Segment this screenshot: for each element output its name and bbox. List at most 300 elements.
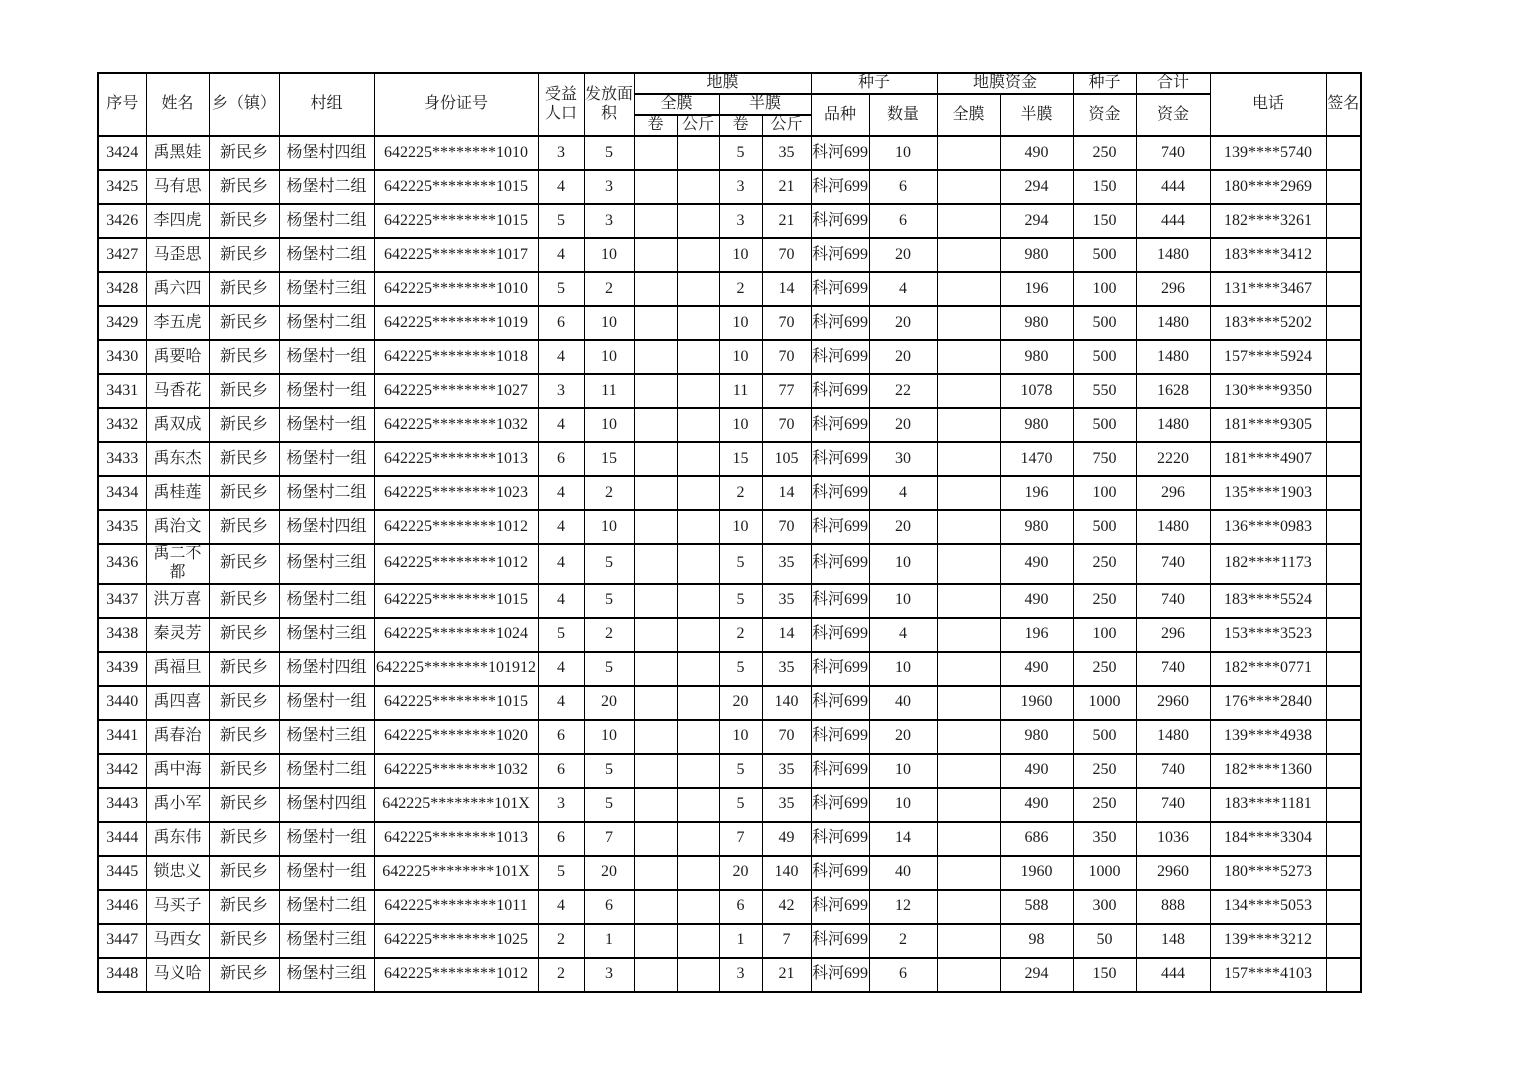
- cell-seed-variety: 科河699: [811, 584, 869, 618]
- cell-seed-quantity: 10: [869, 136, 937, 170]
- cell-signature: [1326, 720, 1361, 754]
- cell-township: 新民乡: [209, 822, 279, 856]
- cell-total-fund: 1480: [1136, 340, 1210, 374]
- header-seed-fund-top: 种子: [1073, 73, 1136, 94]
- cell-village: 杨堡村一组: [279, 686, 374, 720]
- cell-half-film-roll: 2: [719, 272, 762, 306]
- cell-name: 秦灵芳: [146, 618, 209, 652]
- cell-half-film-kg: 70: [762, 238, 811, 272]
- header-township: 乡（镇）: [209, 73, 279, 136]
- cell-signature: [1326, 754, 1361, 788]
- cell-film-fund-half: 98: [1000, 924, 1073, 958]
- table-row: [98, 618, 1361, 652]
- cell-seed-fund: 500: [1073, 408, 1136, 442]
- cell-full-film-kg: [677, 584, 719, 618]
- cell-phone: 183****5202: [1210, 306, 1326, 340]
- cell-township: 新民乡: [209, 958, 279, 992]
- cell-half-film-kg: 35: [762, 788, 811, 822]
- cell-film-fund-full: [937, 652, 1000, 686]
- cell-signature: [1326, 924, 1361, 958]
- cell-issued-area: 7: [584, 822, 634, 856]
- cell-issued-area: 10: [584, 340, 634, 374]
- cell-full-film-roll: [634, 924, 677, 958]
- cell-issued-area: 20: [584, 856, 634, 890]
- table-row: [98, 272, 1361, 306]
- cell-beneficiary-pop: 4: [538, 584, 584, 618]
- cell-seed-fund: 1000: [1073, 686, 1136, 720]
- cell-township: 新民乡: [209, 856, 279, 890]
- cell-seed-variety: 科河699: [811, 686, 869, 720]
- cell-full-film-roll: [634, 686, 677, 720]
- header-name: 姓名: [146, 73, 209, 136]
- cell-signature: [1326, 374, 1361, 408]
- cell-full-film-roll: [634, 754, 677, 788]
- cell-village: 杨堡村一组: [279, 822, 374, 856]
- cell-full-film-roll: [634, 652, 677, 686]
- cell-phone: 134****5053: [1210, 890, 1326, 924]
- cell-half-film-roll: 20: [719, 686, 762, 720]
- cell-half-film-kg: 49: [762, 822, 811, 856]
- cell-township: 新民乡: [209, 340, 279, 374]
- cell-issued-area: 3: [584, 958, 634, 992]
- cell-phone: 176****2840: [1210, 686, 1326, 720]
- cell-signature: [1326, 788, 1361, 822]
- cell-signature: [1326, 476, 1361, 510]
- cell-issued-area: 10: [584, 408, 634, 442]
- cell-full-film-kg: [677, 476, 719, 510]
- cell-full-film-kg: [677, 890, 719, 924]
- cell-film-fund-half: 1960: [1000, 856, 1073, 890]
- cell-name: 禹六四: [146, 272, 209, 306]
- cell-seed-fund: 100: [1073, 272, 1136, 306]
- table-row: [98, 306, 1361, 340]
- cell-film-fund-full: [937, 618, 1000, 652]
- cell-signature: [1326, 890, 1361, 924]
- cell-film-fund-half: 980: [1000, 306, 1073, 340]
- cell-film-fund-full: [937, 204, 1000, 238]
- cell-film-fund-half: 490: [1000, 754, 1073, 788]
- cell-issued-area: 2: [584, 476, 634, 510]
- cell-half-film-roll: 5: [719, 652, 762, 686]
- cell-total-fund: 296: [1136, 476, 1210, 510]
- header-half-film-kg: 公斤: [762, 115, 811, 136]
- cell-seed-quantity: 10: [869, 584, 937, 618]
- cell-full-film-kg: [677, 958, 719, 992]
- cell-total-fund: 296: [1136, 618, 1210, 652]
- cell-signature: [1326, 306, 1361, 340]
- cell-film-fund-half: 490: [1000, 584, 1073, 618]
- cell-total-fund: 1480: [1136, 510, 1210, 544]
- header-full-film: 全膜: [634, 94, 719, 115]
- cell-signature: [1326, 510, 1361, 544]
- cell-issued-area: 5: [584, 788, 634, 822]
- cell-film-fund-full: [937, 788, 1000, 822]
- cell-seed-fund: 500: [1073, 340, 1136, 374]
- table-row: [98, 238, 1361, 272]
- cell-seed-fund: 250: [1073, 136, 1136, 170]
- cell-half-film-kg: 140: [762, 856, 811, 890]
- cell-issued-area: 5: [584, 584, 634, 618]
- cell-seed-quantity: 10: [869, 544, 937, 584]
- cell-half-film-kg: 14: [762, 476, 811, 510]
- table-row: [98, 754, 1361, 788]
- cell-full-film-kg: [677, 856, 719, 890]
- cell-beneficiary-pop: 6: [538, 306, 584, 340]
- cell-seed-fund: 150: [1073, 170, 1136, 204]
- cell-issued-area: 5: [584, 652, 634, 686]
- cell-seed-quantity: 2: [869, 924, 937, 958]
- table-row: [98, 544, 1361, 584]
- cell-id-number: 642225********101X: [374, 788, 538, 822]
- cell-serial: 3433: [98, 442, 146, 476]
- cell-half-film-kg: 21: [762, 170, 811, 204]
- cell-full-film-roll: [634, 442, 677, 476]
- cell-issued-area: 10: [584, 306, 634, 340]
- cell-id-number: 642225********1017: [374, 238, 538, 272]
- cell-film-fund-full: [937, 340, 1000, 374]
- cell-township: 新民乡: [209, 204, 279, 238]
- cell-half-film-roll: 11: [719, 374, 762, 408]
- cell-serial: 3435: [98, 510, 146, 544]
- table-row: [98, 958, 1361, 992]
- cell-name: 禹桂莲: [146, 476, 209, 510]
- cell-serial: 3430: [98, 340, 146, 374]
- table-row: [98, 442, 1361, 476]
- cell-seed-variety: 科河699: [811, 340, 869, 374]
- cell-film-fund-half: 980: [1000, 238, 1073, 272]
- cell-seed-variety: 科河699: [811, 856, 869, 890]
- cell-film-fund-full: [937, 510, 1000, 544]
- header-full-film-roll: 卷: [634, 115, 677, 136]
- cell-seed-variety: 科河699: [811, 476, 869, 510]
- cell-film-fund-full: [937, 476, 1000, 510]
- cell-signature: [1326, 340, 1361, 374]
- cell-phone: 135****1903: [1210, 476, 1326, 510]
- cell-seed-quantity: 20: [869, 340, 937, 374]
- cell-beneficiary-pop: 4: [538, 408, 584, 442]
- cell-film-fund-half: 1470: [1000, 442, 1073, 476]
- cell-total-fund: 1480: [1136, 408, 1210, 442]
- cell-half-film-roll: 3: [719, 170, 762, 204]
- cell-issued-area: 5: [584, 754, 634, 788]
- cell-half-film-roll: 10: [719, 306, 762, 340]
- cell-seed-fund: 350: [1073, 822, 1136, 856]
- cell-name: 马买子: [146, 890, 209, 924]
- cell-film-fund-full: [937, 890, 1000, 924]
- cell-full-film-kg: [677, 510, 719, 544]
- cell-seed-quantity: 6: [869, 170, 937, 204]
- cell-signature: [1326, 170, 1361, 204]
- cell-film-fund-half: 490: [1000, 788, 1073, 822]
- cell-seed-fund: 250: [1073, 754, 1136, 788]
- cell-seed-fund: 750: [1073, 442, 1136, 476]
- cell-half-film-roll: 5: [719, 136, 762, 170]
- cell-id-number: 642225********1015: [374, 686, 538, 720]
- cell-name: 李四虎: [146, 204, 209, 238]
- cell-issued-area: 10: [584, 238, 634, 272]
- cell-half-film-kg: 35: [762, 544, 811, 584]
- cell-signature: [1326, 652, 1361, 686]
- cell-seed-quantity: 40: [869, 856, 937, 890]
- header-fund-full-film: 全膜: [937, 94, 1000, 136]
- cell-film-fund-half: 980: [1000, 510, 1073, 544]
- cell-township: 新民乡: [209, 476, 279, 510]
- cell-signature: [1326, 958, 1361, 992]
- cell-beneficiary-pop: 2: [538, 924, 584, 958]
- cell-half-film-kg: 35: [762, 652, 811, 686]
- header-seed-fund-bottom: 资金: [1073, 94, 1136, 136]
- header-signature: 签名: [1326, 73, 1361, 136]
- cell-beneficiary-pop: 4: [538, 652, 584, 686]
- cell-seed-variety: 科河699: [811, 822, 869, 856]
- cell-full-film-kg: [677, 136, 719, 170]
- cell-township: 新民乡: [209, 544, 279, 584]
- cell-id-number: 642225********1010: [374, 136, 538, 170]
- cell-seed-quantity: 10: [869, 788, 937, 822]
- cell-seed-variety: 科河699: [811, 958, 869, 992]
- header-seed-variety: 品种: [811, 94, 869, 136]
- cell-seed-quantity: 4: [869, 476, 937, 510]
- cell-full-film-roll: [634, 856, 677, 890]
- cell-seed-variety: 科河699: [811, 924, 869, 958]
- cell-issued-area: 10: [584, 720, 634, 754]
- cell-film-fund-half: 980: [1000, 408, 1073, 442]
- cell-full-film-roll: [634, 958, 677, 992]
- cell-seed-variety: 科河699: [811, 238, 869, 272]
- cell-full-film-kg: [677, 788, 719, 822]
- header-id-number: 身份证号: [374, 73, 538, 136]
- cell-phone: 182****1173: [1210, 544, 1326, 584]
- cell-name: 马歪思: [146, 238, 209, 272]
- cell-beneficiary-pop: 2: [538, 958, 584, 992]
- cell-film-fund-half: 1960: [1000, 686, 1073, 720]
- cell-name: 李五虎: [146, 306, 209, 340]
- cell-village: 杨堡村三组: [279, 958, 374, 992]
- cell-half-film-roll: 2: [719, 476, 762, 510]
- cell-total-fund: 444: [1136, 204, 1210, 238]
- cell-film-fund-full: [937, 924, 1000, 958]
- header-film-fund-group: 地膜资金: [937, 73, 1073, 94]
- cell-film-fund-full: [937, 136, 1000, 170]
- cell-total-fund: 740: [1136, 652, 1210, 686]
- cell-film-fund-full: [937, 374, 1000, 408]
- header-mulch-film-group: 地膜: [634, 73, 811, 94]
- cell-film-fund-full: [937, 306, 1000, 340]
- cell-township: 新民乡: [209, 924, 279, 958]
- cell-township: 新民乡: [209, 618, 279, 652]
- cell-beneficiary-pop: 5: [538, 856, 584, 890]
- cell-full-film-roll: [634, 170, 677, 204]
- cell-phone: 130****9350: [1210, 374, 1326, 408]
- cell-seed-variety: 科河699: [811, 510, 869, 544]
- cell-id-number: 642225********1011: [374, 890, 538, 924]
- cell-half-film-roll: 2: [719, 618, 762, 652]
- cell-phone: 136****0983: [1210, 510, 1326, 544]
- cell-township: 新民乡: [209, 890, 279, 924]
- cell-film-fund-full: [937, 856, 1000, 890]
- cell-half-film-kg: 70: [762, 510, 811, 544]
- header-phone: 电话: [1210, 73, 1326, 136]
- cell-seed-variety: 科河699: [811, 754, 869, 788]
- cell-half-film-kg: 42: [762, 890, 811, 924]
- cell-full-film-roll: [634, 408, 677, 442]
- cell-total-fund: 148: [1136, 924, 1210, 958]
- cell-issued-area: 5: [584, 136, 634, 170]
- table-row: [98, 856, 1361, 890]
- cell-township: 新民乡: [209, 442, 279, 476]
- cell-half-film-roll: 3: [719, 958, 762, 992]
- cell-village: 杨堡村四组: [279, 136, 374, 170]
- cell-film-fund-half: 980: [1000, 720, 1073, 754]
- cell-name: 禹东伟: [146, 822, 209, 856]
- cell-serial: 3442: [98, 754, 146, 788]
- cell-half-film-roll: 1: [719, 924, 762, 958]
- cell-id-number: 642225********1013: [374, 822, 538, 856]
- cell-id-number: 642225********1013: [374, 442, 538, 476]
- header-beneficiary-pop: 受益人口: [538, 73, 584, 136]
- cell-film-fund-full: [937, 686, 1000, 720]
- cell-township: 新民乡: [209, 510, 279, 544]
- distribution-sheet: [97, 72, 1362, 993]
- cell-full-film-kg: [677, 686, 719, 720]
- cell-total-fund: 1480: [1136, 306, 1210, 340]
- cell-serial: 3425: [98, 170, 146, 204]
- cell-serial: 3447: [98, 924, 146, 958]
- cell-township: 新民乡: [209, 584, 279, 618]
- cell-full-film-kg: [677, 720, 719, 754]
- cell-phone: 184****3304: [1210, 822, 1326, 856]
- cell-total-fund: 444: [1136, 958, 1210, 992]
- cell-seed-quantity: 10: [869, 652, 937, 686]
- cell-total-fund: 740: [1136, 544, 1210, 584]
- cell-seed-quantity: 30: [869, 442, 937, 476]
- cell-issued-area: 3: [584, 170, 634, 204]
- cell-full-film-roll: [634, 238, 677, 272]
- cell-beneficiary-pop: 6: [538, 754, 584, 788]
- cell-name: 马香花: [146, 374, 209, 408]
- cell-township: 新民乡: [209, 720, 279, 754]
- cell-seed-variety: 科河699: [811, 408, 869, 442]
- cell-serial: 3445: [98, 856, 146, 890]
- cell-issued-area: 20: [584, 686, 634, 720]
- cell-serial: 3441: [98, 720, 146, 754]
- cell-id-number: 642225********1012: [374, 510, 538, 544]
- cell-film-fund-full: [937, 442, 1000, 476]
- cell-serial: 3424: [98, 136, 146, 170]
- cell-seed-fund: 500: [1073, 720, 1136, 754]
- cell-total-fund: 888: [1136, 890, 1210, 924]
- cell-seed-fund: 100: [1073, 476, 1136, 510]
- cell-serial: 3443: [98, 788, 146, 822]
- cell-film-fund-half: 196: [1000, 272, 1073, 306]
- cell-film-fund-half: 490: [1000, 136, 1073, 170]
- cell-full-film-roll: [634, 306, 677, 340]
- cell-serial: 3426: [98, 204, 146, 238]
- cell-beneficiary-pop: 6: [538, 822, 584, 856]
- cell-phone: 182****3261: [1210, 204, 1326, 238]
- cell-id-number: 642225********1015: [374, 170, 538, 204]
- cell-seed-quantity: 4: [869, 272, 937, 306]
- cell-phone: 180****2969: [1210, 170, 1326, 204]
- cell-half-film-roll: 15: [719, 442, 762, 476]
- cell-film-fund-full: [937, 408, 1000, 442]
- cell-serial: 3431: [98, 374, 146, 408]
- cell-signature: [1326, 408, 1361, 442]
- cell-seed-variety: 科河699: [811, 374, 869, 408]
- cell-township: 新民乡: [209, 408, 279, 442]
- cell-seed-quantity: 20: [869, 306, 937, 340]
- cell-name: 禹双成: [146, 408, 209, 442]
- table-header: [98, 73, 1361, 136]
- cell-film-fund-half: 294: [1000, 170, 1073, 204]
- cell-half-film-roll: 10: [719, 720, 762, 754]
- cell-serial: 3446: [98, 890, 146, 924]
- cell-phone: 131****3467: [1210, 272, 1326, 306]
- cell-serial: 3427: [98, 238, 146, 272]
- table-row: [98, 408, 1361, 442]
- cell-id-number: 642225********1032: [374, 408, 538, 442]
- table-row: [98, 788, 1361, 822]
- cell-film-fund-full: [937, 584, 1000, 618]
- cell-full-film-kg: [677, 754, 719, 788]
- cell-half-film-kg: 70: [762, 720, 811, 754]
- cell-half-film-roll: 10: [719, 340, 762, 374]
- cell-film-fund-half: 1078: [1000, 374, 1073, 408]
- cell-seed-variety: 科河699: [811, 204, 869, 238]
- cell-township: 新民乡: [209, 136, 279, 170]
- cell-half-film-kg: 35: [762, 584, 811, 618]
- cell-seed-variety: 科河699: [811, 442, 869, 476]
- cell-phone: 139****4938: [1210, 720, 1326, 754]
- cell-seed-quantity: 22: [869, 374, 937, 408]
- cell-phone: 183****5524: [1210, 584, 1326, 618]
- cell-full-film-roll: [634, 544, 677, 584]
- cell-village: 杨堡村二组: [279, 306, 374, 340]
- cell-phone: 182****0771: [1210, 652, 1326, 686]
- cell-township: 新民乡: [209, 652, 279, 686]
- cell-beneficiary-pop: 5: [538, 272, 584, 306]
- cell-id-number: 642225********1027: [374, 374, 538, 408]
- cell-seed-quantity: 6: [869, 204, 937, 238]
- cell-seed-fund: 300: [1073, 890, 1136, 924]
- cell-full-film-kg: [677, 652, 719, 686]
- cell-village: 杨堡村四组: [279, 652, 374, 686]
- cell-serial: 3439: [98, 652, 146, 686]
- cell-name: 锁忠义: [146, 856, 209, 890]
- cell-id-number: 642225********101912: [374, 652, 538, 686]
- cell-half-film-kg: 14: [762, 272, 811, 306]
- cell-id-number: 642225********1015: [374, 584, 538, 618]
- cell-serial: 3432: [98, 408, 146, 442]
- cell-township: 新民乡: [209, 238, 279, 272]
- cell-half-film-roll: 7: [719, 822, 762, 856]
- cell-film-fund-half: 294: [1000, 958, 1073, 992]
- cell-id-number: 642225********1018: [374, 340, 538, 374]
- cell-signature: [1326, 686, 1361, 720]
- cell-serial: 3437: [98, 584, 146, 618]
- cell-full-film-kg: [677, 544, 719, 584]
- cell-half-film-kg: 21: [762, 958, 811, 992]
- cell-issued-area: 6: [584, 890, 634, 924]
- cell-phone: 182****1360: [1210, 754, 1326, 788]
- cell-village: 杨堡村二组: [279, 476, 374, 510]
- cell-film-fund-half: 294: [1000, 204, 1073, 238]
- cell-half-film-kg: 140: [762, 686, 811, 720]
- cell-village: 杨堡村三组: [279, 618, 374, 652]
- table-row: [98, 924, 1361, 958]
- cell-township: 新民乡: [209, 170, 279, 204]
- cell-beneficiary-pop: 4: [538, 890, 584, 924]
